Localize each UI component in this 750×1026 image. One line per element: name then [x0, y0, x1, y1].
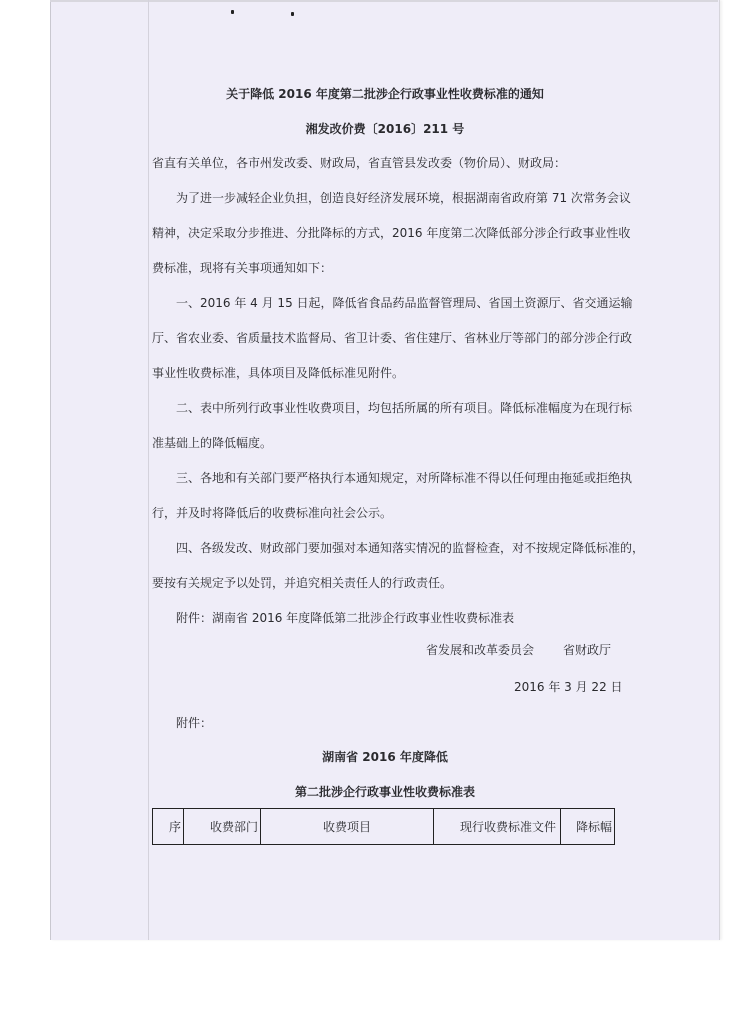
paragraph-line: 要按有关规定予以处罚，并追究相关责任人的行政责任。: [152, 576, 453, 590]
signatory-finance: 省财政厅: [563, 643, 612, 657]
table-title-line2: 第二批涉企行政事业性收费标准表: [294, 785, 475, 799]
header-current-standard-doc: 现行收费标准文件: [434, 809, 561, 844]
paragraph-line: 准基础上的降低幅度。: [152, 436, 273, 450]
signatory-ndrc: 省发展和改革委员会: [426, 643, 535, 657]
paragraph-line: 三、各地和有关部门要严格执行本通知规定，对所降标准不得以任何理由拖延或拒绝执: [176, 471, 633, 485]
paragraph-line: 厅、省农业委、省质量技术监督局、省卫计委、省住建厅、省林业厅等部门的部分涉企行政: [152, 331, 633, 345]
scanned-page: [50, 0, 720, 940]
paragraph-line: 费标准，现将有关事项通知如下：: [152, 261, 333, 275]
fee-standard-table: [152, 808, 615, 845]
scan-speck: [231, 10, 234, 14]
header-reduction-rate: 降标幅: [575, 820, 612, 834]
paragraph-line: 为了进一步减轻企业负担，创造良好经济发展环境，根据湖南省政府第 71 次常务会议: [176, 191, 631, 205]
page-fold-line: [148, 0, 149, 940]
addressee: 省直有关单位，各市州发改委、财政局，省直管县发改委（物价局）、财政局：: [152, 156, 567, 170]
table-title-line1: 湖南省 2016 年度降低: [322, 750, 448, 764]
paragraph-line: 事业性收费标准，具体项目及降低标准见附件。: [152, 366, 405, 380]
header-fee-item: 收费项目: [261, 809, 434, 844]
paragraph-line: 行，并及时将降低后的收费标准向社会公示。: [152, 506, 393, 520]
document-number: 湘发改价费〔2016〕211 号: [305, 122, 465, 136]
document-title: 关于降低 2016 年度第二批涉企行政事业性收费标准的通知: [226, 87, 544, 101]
paragraph-line: 四、各级发改、财政部门要加强对本通知落实情况的监督检查，对不按规定降低标准的，: [176, 541, 645, 555]
paragraph-line: 一、2016 年 4 月 15 日起，降低省食品药品监督管理局、省国土资源厅、省交通运输: [176, 296, 633, 310]
header-department: 收费部门: [184, 809, 261, 844]
attachment-label: 附件：: [176, 716, 213, 730]
attachment-reference: 附件：湖南省 2016 年度降低第二批涉企行政事业性收费标准表: [176, 611, 515, 625]
scan-speck: [291, 12, 294, 16]
document-date: 2016 年 3 月 22 日: [514, 680, 623, 694]
page-top-edge: [50, 0, 718, 2]
paragraph-line: 二、表中所列行政事业性收费项目，均包括所属的所有项目。降低标准幅度为在现行标: [176, 401, 633, 415]
paragraph-line: 精神，决定采取分步推进、分批降标的方式，2016 年度第二次降低部分涉企行政事业性收: [152, 226, 631, 240]
header-seq: 序: [153, 809, 184, 844]
